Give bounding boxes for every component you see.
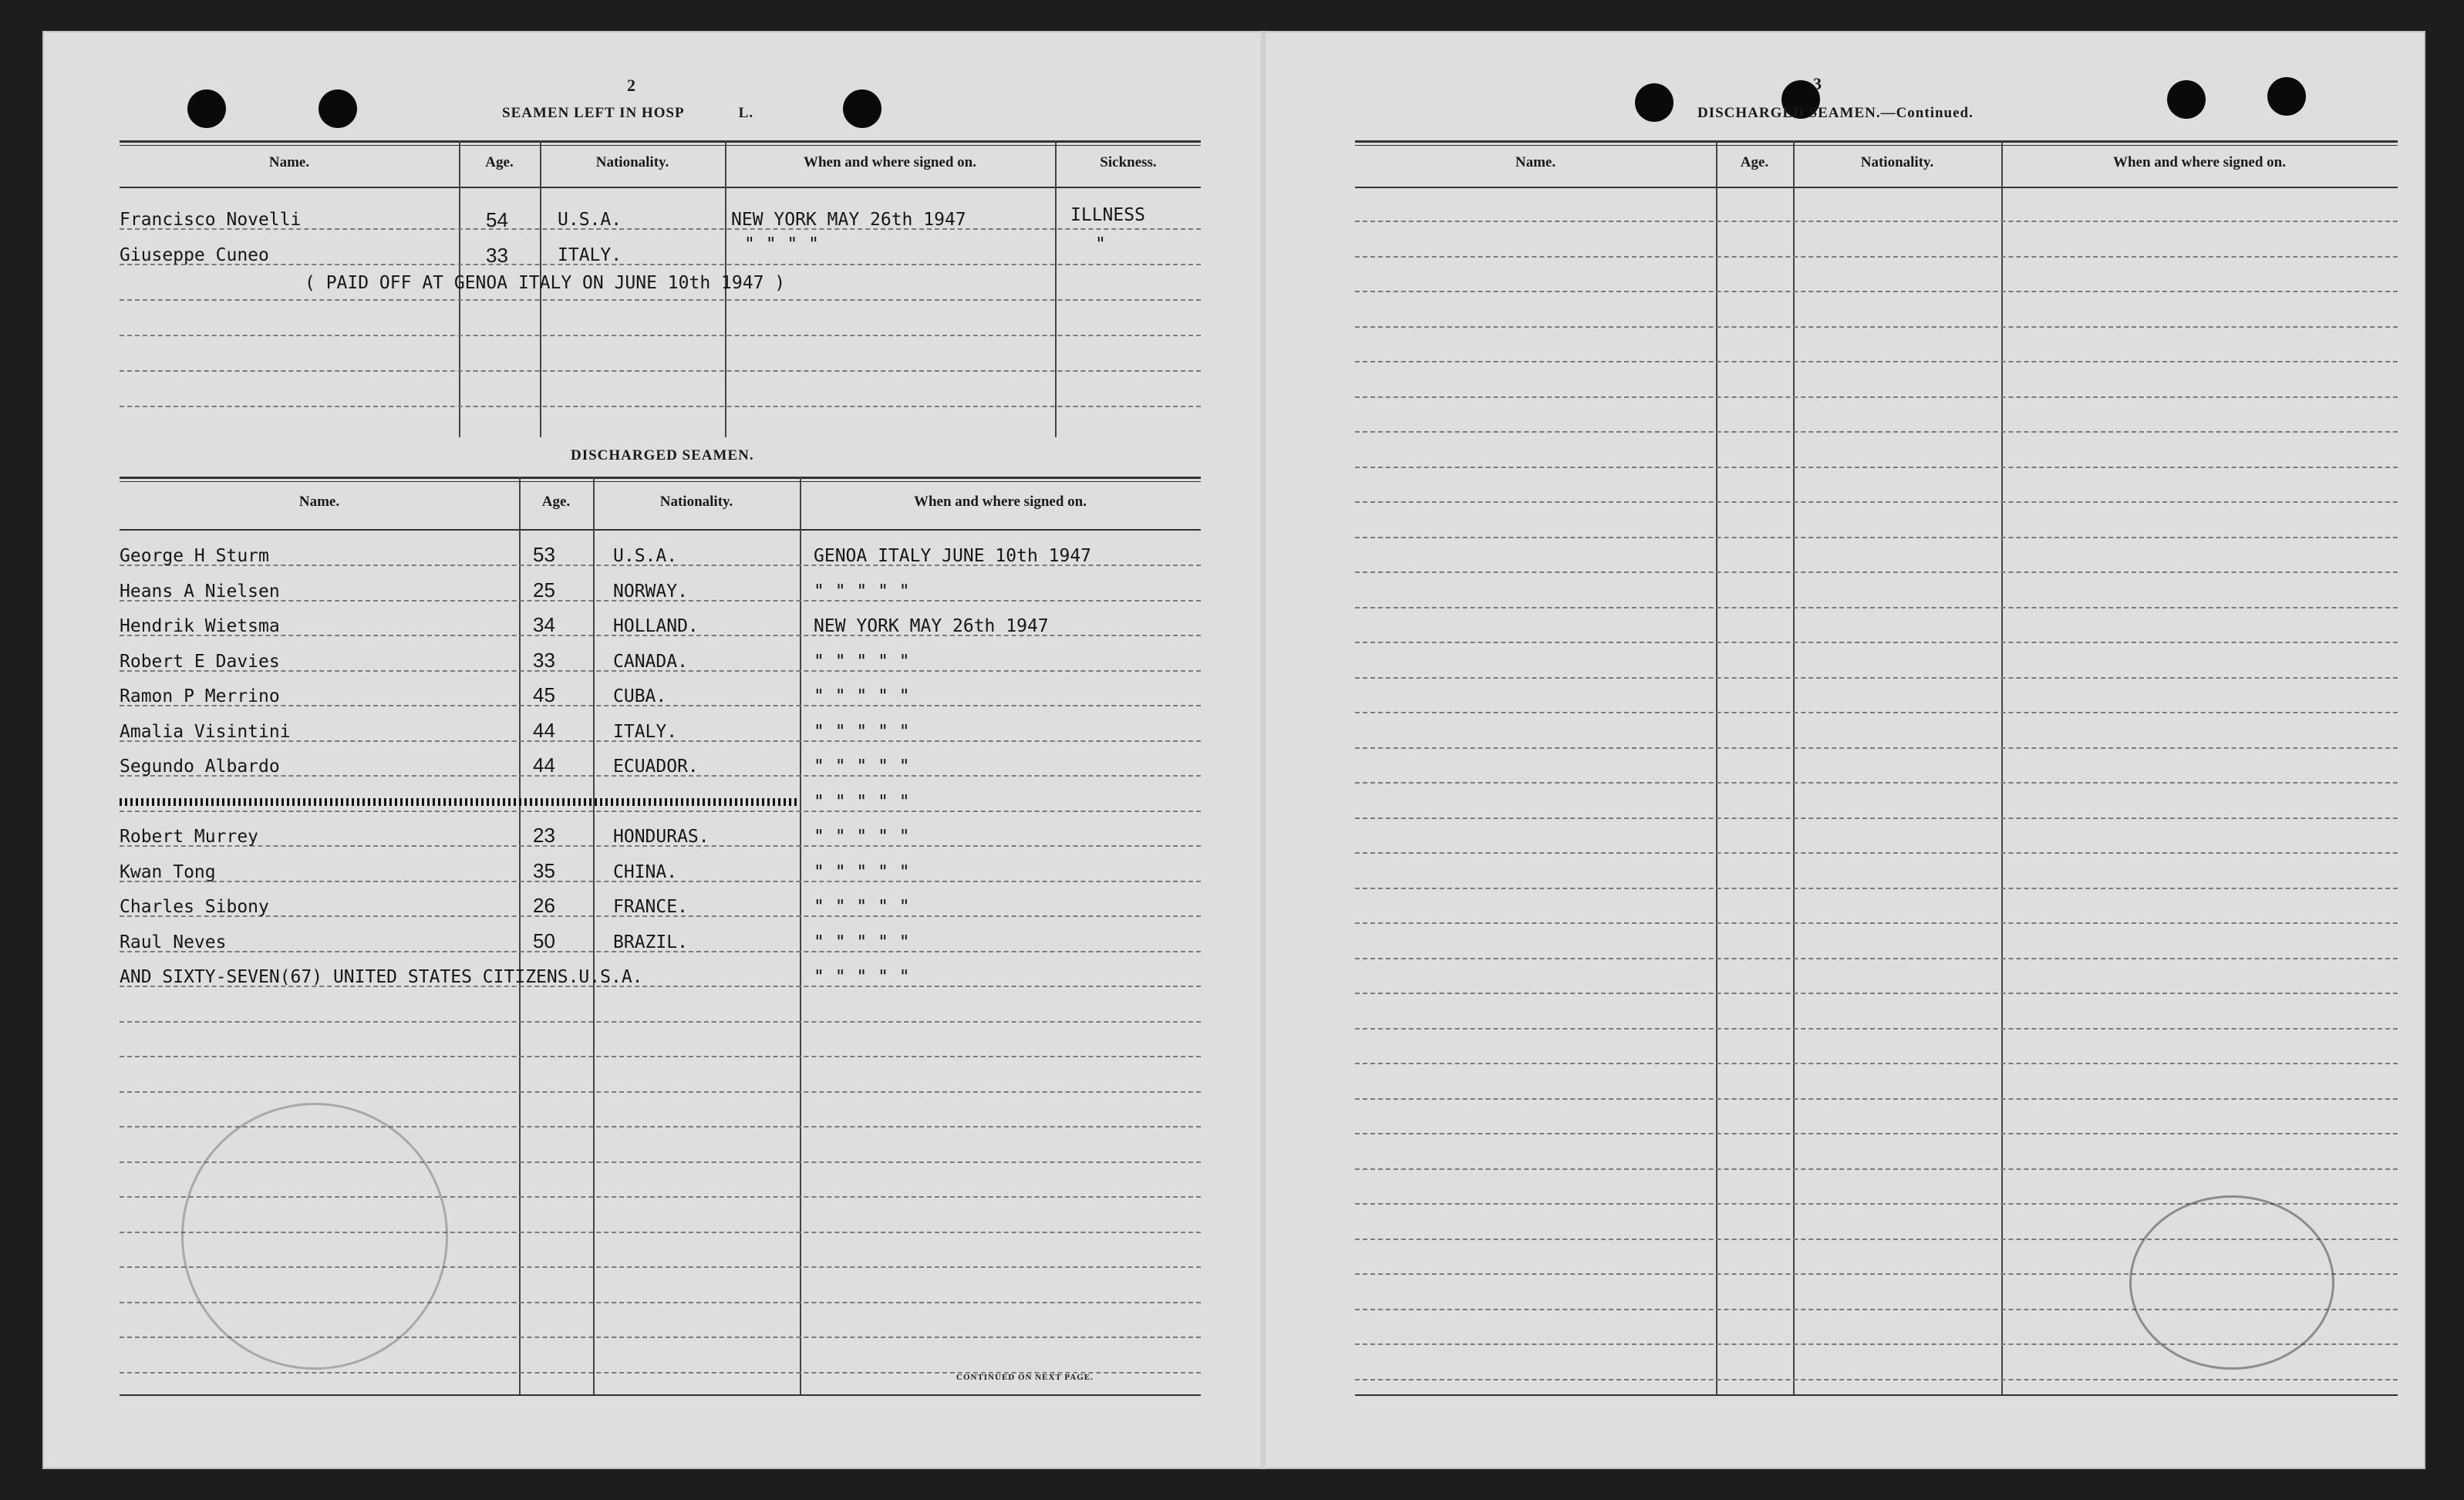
discharged-col-signed-on: When and where signed on.	[913, 494, 1087, 510]
table-top-rule	[120, 140, 1201, 143]
header-rule	[1355, 187, 2398, 188]
table-row-age: 50	[533, 929, 555, 952]
column-divider	[2001, 140, 2003, 1394]
hospital-row-age: 33	[486, 244, 508, 267]
table-row-age: 44	[533, 718, 555, 742]
table-row-signed-on: " " " " "	[814, 651, 910, 672]
header-rule	[120, 187, 1201, 188]
table-row-nationality: U.S.A.	[613, 546, 678, 566]
discharged-col-age: Age.	[541, 494, 571, 510]
table-row-name: Segundo Albardo	[120, 757, 280, 777]
ruled-line	[1355, 326, 2398, 328]
ruled-line	[1355, 396, 2398, 398]
summary-row-signed-on: " " " " "	[814, 967, 910, 987]
punch-hole	[187, 89, 226, 128]
column-divider	[593, 477, 595, 1394]
table-row-nationality: CUBA.	[613, 686, 667, 706]
table-top-rule	[120, 145, 1201, 146]
table-row-nationality: CANADA.	[613, 651, 688, 672]
table-row-signed-on: " " " " "	[814, 897, 910, 917]
faint-stamp	[181, 1103, 448, 1370]
hospital-col-name: Name.	[268, 154, 310, 170]
table-row-age: 33	[533, 648, 555, 672]
ruled-line	[1355, 677, 2398, 679]
hospital-col-signed-on: When and where signed on.	[803, 154, 976, 170]
table-row-age: 45	[533, 683, 555, 706]
hospital-section-title: SEAMEN LEFT IN HOSP L.	[502, 105, 754, 121]
hospital-row-name: Giuseppe Cuneo	[120, 245, 269, 265]
ruled-line	[1355, 467, 2398, 468]
table-row-name: Robert E Davies	[120, 651, 280, 672]
discharged-section-title: DISCHARGED SEAMEN.	[571, 447, 754, 463]
right-col-signed-on: When and where signed on.	[2112, 154, 2286, 170]
ruled-line	[120, 1091, 1201, 1093]
table-row-age: 23	[533, 824, 555, 847]
ruled-line	[1355, 993, 2398, 994]
table-top-rule	[1355, 145, 2398, 146]
table-row-signed-on: NEW YORK MAY 26th 1947	[814, 616, 1049, 636]
table-row-nationality: NORWAY.	[613, 581, 688, 602]
hospital-row-age: 54	[486, 208, 508, 231]
table-row-nationality: ITALY.	[613, 721, 678, 742]
strikethrough-mark	[120, 798, 798, 806]
table-bottom-rule	[120, 1394, 1201, 1396]
right-page	[1266, 31, 2425, 1469]
table-row-name: Hendrik Wietsma	[120, 616, 280, 636]
table-row-nationality: HOLLAND.	[613, 616, 699, 636]
ruled-line	[1355, 888, 2398, 889]
table-row-age: 25	[533, 578, 555, 602]
table-row-signed-on: " " " " "	[814, 721, 910, 742]
ruled-line	[1355, 571, 2398, 573]
ruled-line	[1355, 256, 2398, 258]
table-top-rule	[1355, 140, 2398, 143]
ruled-line	[1355, 1168, 2398, 1170]
ruled-line	[1355, 607, 2398, 608]
hospital-row-nationality: U.S.A.	[558, 210, 622, 230]
ruled-line	[1355, 642, 2398, 643]
hospital-note: ( PAID OFF AT GENOA ITALY ON JUNE 10th 1947 )	[305, 273, 786, 293]
column-divider	[1716, 140, 1717, 1394]
right-section-title: DISCHARGED SEAMEN.—Continued.	[1697, 105, 1974, 121]
ruled-line	[120, 811, 1201, 812]
ruled-line	[1355, 712, 2398, 713]
table-row-signed-on: GENOA ITALY JUNE 10th 1947	[814, 546, 1092, 566]
table-row-name: Ramon P Merrino	[120, 686, 280, 706]
hospital-row-name: Francisco Novelli	[120, 210, 302, 230]
ruled-line	[1355, 817, 2398, 819]
discharged-col-name: Name.	[298, 494, 340, 510]
table-row-nationality: BRAZIL.	[613, 932, 688, 952]
table-row-name: Charles Sibony	[120, 897, 269, 917]
hospital-col-age: Age.	[485, 154, 514, 170]
table-row-signed-on: " " " " "	[814, 861, 910, 882]
ruled-line	[1355, 747, 2398, 749]
right-col-name: Name.	[1515, 154, 1556, 170]
ruled-line	[120, 406, 1201, 407]
table-row-signed-on: " " " " "	[814, 932, 910, 952]
ruled-line	[1355, 1133, 2398, 1134]
table-row-signed-on: " " " " "	[814, 791, 910, 812]
left-page	[42, 31, 1261, 1469]
punch-hole	[2167, 80, 2206, 119]
table-row-name: Amalia Visintini	[120, 721, 291, 742]
table-top-rule	[120, 477, 1201, 479]
ruled-line	[1355, 291, 2398, 292]
table-row-signed-on: " " " " "	[814, 827, 910, 847]
table-row-nationality: HONDURAS.	[613, 827, 710, 847]
table-row-name: George H Sturm	[120, 546, 269, 566]
column-divider	[1793, 140, 1795, 1394]
ruled-line	[1355, 537, 2398, 538]
page-number: 2	[627, 76, 635, 95]
table-row-name: Robert Murrey	[120, 827, 259, 847]
ruled-line	[1355, 361, 2398, 362]
ruled-line	[120, 335, 1201, 336]
ruled-line	[120, 1056, 1201, 1057]
hospital-col-sickness: Sickness.	[1100, 154, 1157, 170]
ruled-line	[1355, 221, 2398, 222]
table-row-age: 26	[533, 894, 555, 917]
ruled-line	[1355, 782, 2398, 784]
table-row-signed-on: " " " " "	[814, 757, 910, 777]
table-row-signed-on: " " " " "	[814, 686, 910, 706]
table-row-name: Kwan Tong	[120, 861, 216, 882]
ruled-line	[1355, 922, 2398, 924]
punch-hole	[319, 89, 357, 128]
table-row-age: 44	[533, 753, 555, 777]
ruled-line	[1355, 1028, 2398, 1030]
punch-hole	[843, 89, 881, 128]
column-divider	[1055, 140, 1057, 437]
hospital-col-nationality: Nationality.	[595, 154, 669, 170]
column-divider	[800, 477, 801, 1394]
right-col-nationality: Nationality.	[1860, 154, 1934, 170]
summary-row: AND SIXTY-SEVEN(67) UNITED STATES CITIZENS.U.S.A.	[120, 967, 643, 987]
right-col-age: Age.	[1740, 154, 1769, 170]
ruled-line	[1355, 1063, 2398, 1064]
hospital-row-sickness: "	[1095, 234, 1106, 254]
header-rule	[120, 529, 1201, 531]
ruled-line	[120, 264, 1201, 265]
table-row-name: Heans A Nielsen	[120, 581, 280, 602]
ruled-line	[1355, 431, 2398, 433]
table-row-nationality: ECUADOR.	[613, 757, 699, 777]
table-bottom-rule	[1355, 1394, 2398, 1396]
ruled-line	[1355, 1379, 2398, 1380]
table-row-nationality: CHINA.	[613, 861, 678, 882]
table-row-signed-on: " " " " "	[814, 581, 910, 602]
column-divider	[519, 477, 521, 1394]
ruled-line	[1355, 852, 2398, 854]
ruled-line	[120, 1021, 1201, 1023]
document-sheet	[42, 31, 2425, 1469]
table-row-age: 53	[533, 543, 555, 566]
hospital-row-sickness: ILLNESS	[1070, 205, 1145, 225]
hospital-row-nationality: ITALY.	[558, 245, 622, 265]
continued-footer: CONTINUED ON NEXT PAGE.	[956, 1373, 1094, 1382]
hospital-row-signed-on: " " " "	[744, 234, 819, 254]
table-row-age: 35	[533, 858, 555, 882]
ruled-line	[120, 299, 1201, 301]
hospital-row-signed-on: NEW YORK MAY 26th 1947	[731, 210, 966, 230]
table-row-age: 34	[533, 613, 555, 636]
table-row-name: Raul Neves	[120, 932, 227, 952]
ruled-line	[1355, 1098, 2398, 1100]
official-stamp	[2129, 1195, 2334, 1370]
ruled-line	[120, 370, 1201, 372]
punch-hole	[1635, 83, 1674, 122]
table-row-nationality: FRANCE.	[613, 897, 688, 917]
ruled-line	[1355, 501, 2398, 503]
table-top-rule	[120, 481, 1201, 482]
discharged-col-nationality: Nationality.	[659, 494, 733, 510]
page-number: 3	[1813, 74, 1822, 93]
punch-hole	[2267, 77, 2306, 116]
ruled-line	[1355, 958, 2398, 959]
